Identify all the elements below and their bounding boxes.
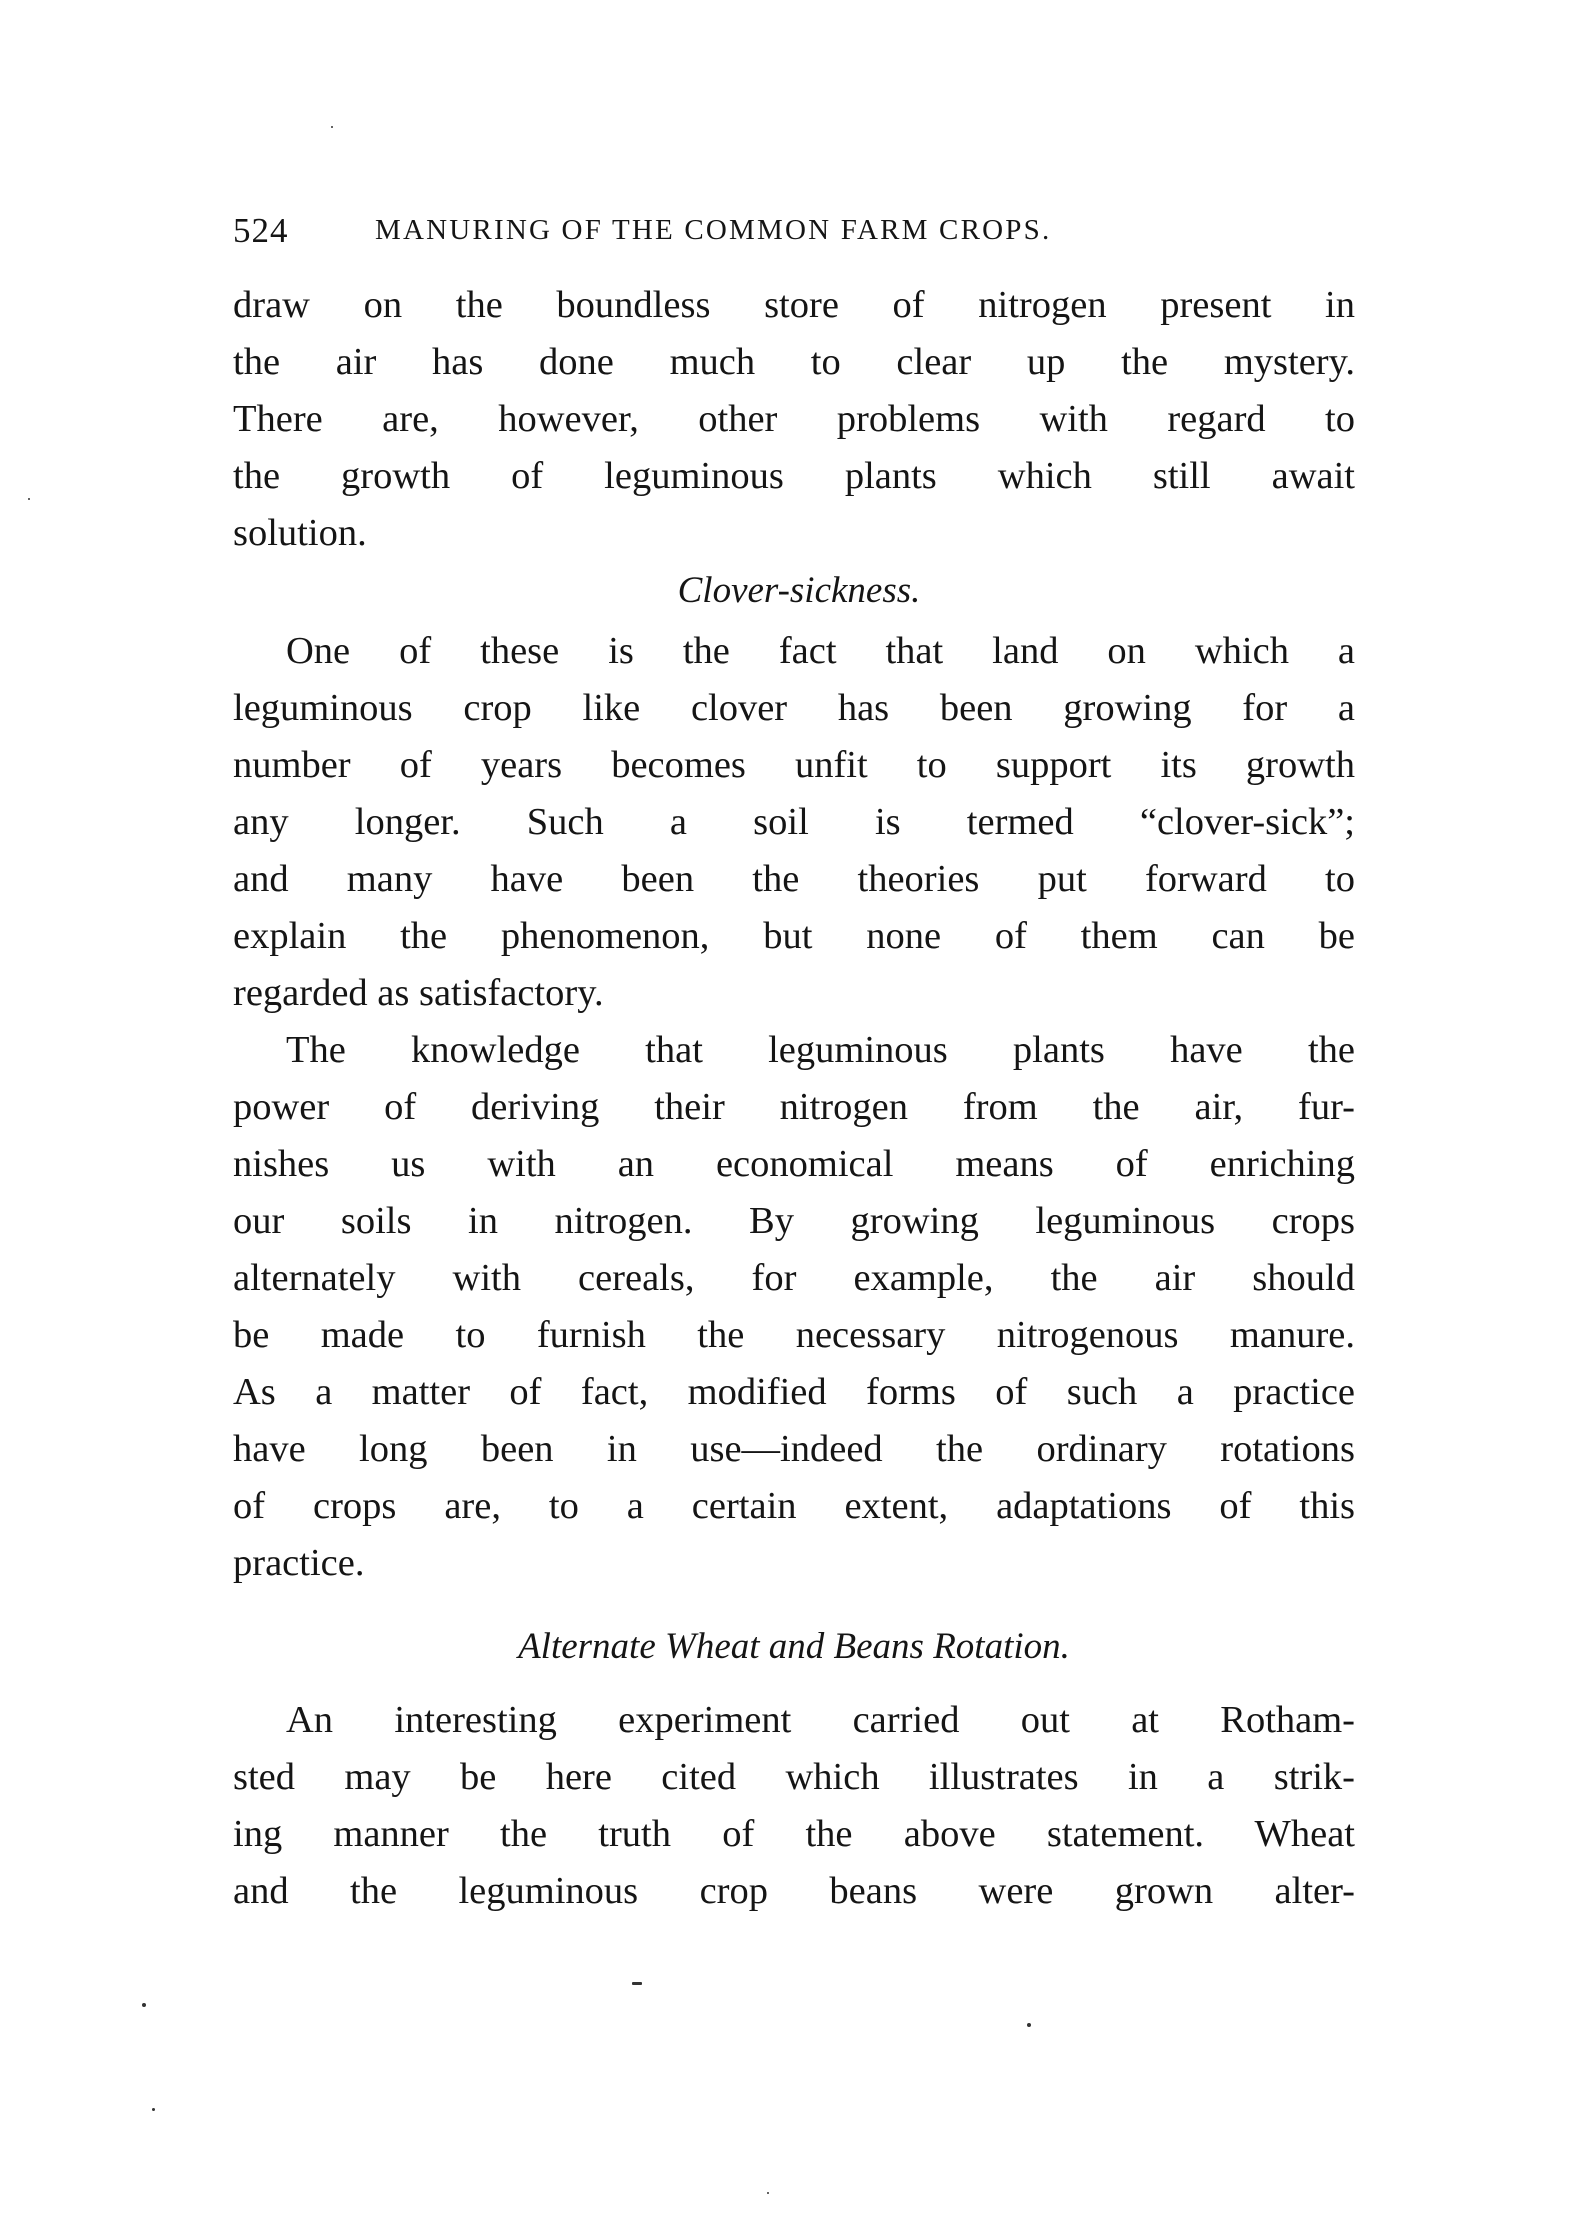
text-line: our soils in nitrogen. By growing leguminous crops — [233, 1200, 1355, 1242]
text-line: draw on the boundless store of nitrogen present in — [233, 284, 1355, 326]
running-title: MANURING OF THE COMMON FARM CROPS. — [375, 214, 1052, 246]
running-head — [233, 205, 1355, 257]
text-line: ing manner the truth of the above statement. Wheat — [233, 1813, 1355, 1855]
text-line: practice. — [233, 1542, 365, 1584]
scan-speck — [767, 2192, 769, 2194]
text-line: sted may be here cited which illustrates in a strik- — [233, 1756, 1355, 1798]
text-line: the air has done much to clear up the mystery. — [233, 341, 1355, 383]
scan-speck — [331, 126, 333, 128]
text-line: explain the phenomenon, but none of them can be — [233, 915, 1355, 957]
paragraph-knowledge — [233, 1022, 1355, 1592]
scan-speck — [632, 1982, 642, 1985]
text-line: alternately with cereals, for example, the air should — [233, 1257, 1355, 1299]
text-line: the growth of leguminous plants which still await — [233, 455, 1355, 497]
scan-speck — [152, 2108, 155, 2111]
section-heading-wheat-beans-rotation: Alternate Wheat and Beans Rotation. — [518, 1626, 1070, 1667]
paragraph-continuation — [233, 277, 1355, 562]
text-line: solution. — [233, 512, 367, 554]
page-number: 524 — [233, 211, 289, 250]
text-line: An interesting experiment carried out at Rotham- — [286, 1699, 1355, 1741]
text-line: have long been in use—indeed the ordinary rotations — [233, 1428, 1355, 1470]
scan-speck — [142, 2003, 146, 2007]
text-line: As a matter of fact, modified forms of such a practice — [233, 1371, 1355, 1413]
body-text — [233, 277, 1355, 1920]
text-line: One of these is the fact that land on which a — [286, 630, 1355, 672]
section-heading-clover-sickness: Clover-sickness. — [677, 570, 921, 611]
scan-speck — [28, 498, 30, 500]
paragraph-rothamsted-experiment — [233, 1692, 1355, 1920]
text-line: number of years becomes unfit to support its growth — [233, 744, 1355, 786]
scan-speck — [1027, 2023, 1031, 2027]
text-line: There are, however, other problems with regard to — [233, 398, 1355, 440]
text-line: any longer. Such a soil is termed “clover-sick”; — [233, 801, 1355, 843]
text-line: leguminous crop like clover has been growing for a — [233, 687, 1355, 729]
paragraph-clover-sick — [233, 623, 1355, 1022]
text-line: The knowledge that leguminous plants have the — [286, 1029, 1355, 1071]
text-line: and many have been the theories put forward to — [233, 858, 1355, 900]
text-line: of crops are, to a certain extent, adaptations of this — [233, 1485, 1355, 1527]
text-line: regarded as satisfactory. — [233, 972, 604, 1014]
text-line: power of deriving their nitrogen from the air, fur- — [233, 1086, 1355, 1128]
book-page — [233, 205, 1355, 1920]
text-line: be made to furnish the necessary nitrogenous manure. — [233, 1314, 1355, 1356]
text-line: and the leguminous crop beans were grown alter- — [233, 1870, 1355, 1912]
text-line: nishes us with an economical means of enriching — [233, 1143, 1355, 1185]
